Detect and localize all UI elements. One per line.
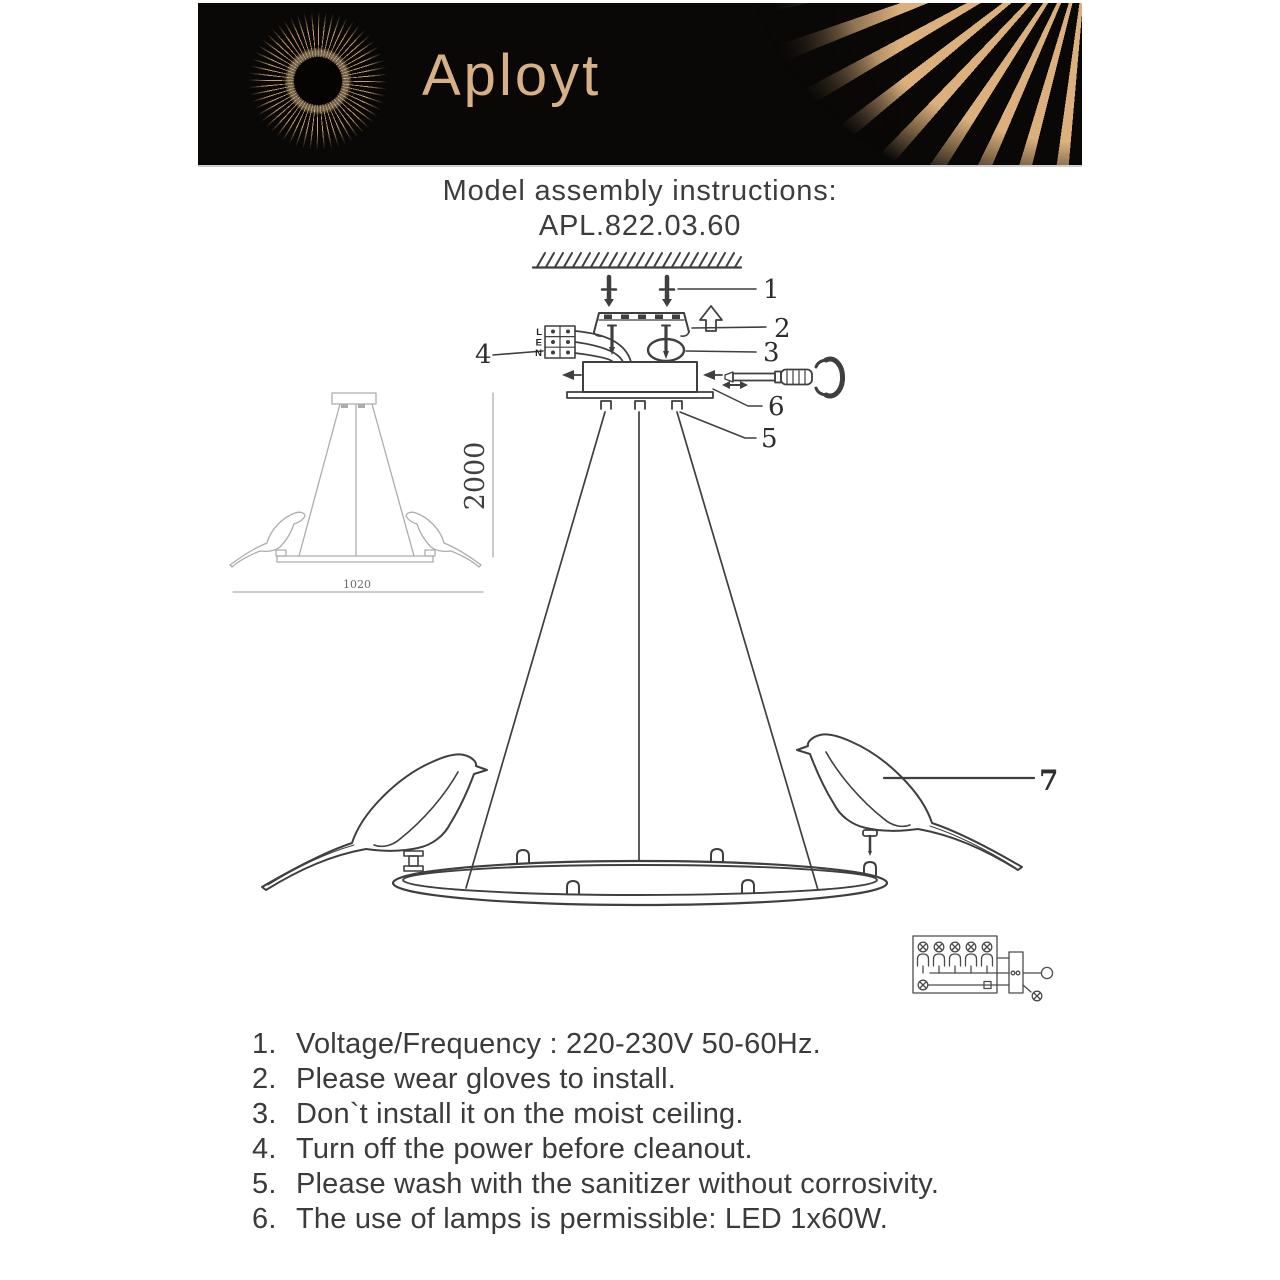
item-text: Don`t install it on the moist ceiling.	[296, 1098, 744, 1130]
snap-ring-icon	[816, 359, 843, 396]
leader-5	[680, 412, 756, 438]
item-text: Please wash with the sanitizer without corrosivity.	[296, 1168, 940, 1200]
item-number: 4.	[252, 1133, 277, 1165]
part-label-1: 1	[763, 275, 780, 305]
suspension-cables	[466, 412, 818, 890]
item-number: 3.	[252, 1098, 277, 1130]
page-title: Model assembly instructions:	[442, 175, 838, 207]
side-screw-left	[562, 370, 581, 380]
ceiling-hatch	[533, 253, 741, 268]
item-number: 2.	[252, 1063, 277, 1095]
model-number: APL.822.03.60	[538, 210, 742, 242]
part-label-7: 7	[1039, 764, 1059, 797]
screwdriver-icon	[725, 370, 812, 385]
anchor-bolt-left	[602, 277, 616, 307]
side-screw-right	[703, 370, 722, 380]
double-arrow-icon	[722, 381, 748, 389]
terminal-label-e: E	[535, 337, 542, 349]
part-label-5: 5	[761, 424, 778, 454]
bracket-screw-right	[662, 326, 670, 360]
terminal-label-l: L	[536, 327, 542, 338]
list-item	[252, 1170, 1082, 1199]
item-number: 6.	[252, 1203, 277, 1235]
terminal-block	[545, 326, 575, 358]
item-text: Turn off the power before cleanout.	[296, 1133, 753, 1165]
wiring-schematic	[913, 936, 1053, 1001]
canopy	[567, 362, 713, 409]
list-item	[252, 1030, 1082, 1059]
leader-6	[713, 389, 762, 406]
list-item	[252, 1205, 1082, 1234]
wire-bundle	[575, 331, 631, 362]
dimension-width: 1020	[343, 578, 371, 591]
item-number: 1.	[252, 1028, 277, 1060]
light-ring	[393, 849, 887, 905]
item-text: The use of lamps is permissible: LED 1x60W.	[296, 1203, 889, 1235]
terminal-label-n: N	[535, 348, 542, 359]
list-item	[252, 1135, 1082, 1164]
bird-figure-right	[797, 734, 1022, 870]
instruction-list	[252, 1030, 1082, 1240]
anchor-bolt-right	[660, 277, 674, 307]
list-item	[252, 1065, 1082, 1094]
dimension-drawing	[230, 393, 493, 592]
dimension-height: 2000	[460, 441, 491, 511]
item-text: Voltage/Frequency : 220-230V 50-60Hz.	[296, 1028, 821, 1060]
brand-name: Aployt	[422, 43, 602, 108]
leader-3	[686, 351, 756, 352]
leader-2	[692, 327, 766, 328]
part-label-2: 2	[774, 314, 791, 344]
part-label-6: 6	[768, 392, 785, 422]
item-number: 5.	[252, 1168, 277, 1200]
item-text: Please wear gloves to install.	[296, 1063, 676, 1095]
list-item	[252, 1100, 1082, 1129]
part-label-3: 3	[763, 338, 780, 368]
part-label-4: 4	[475, 340, 492, 370]
